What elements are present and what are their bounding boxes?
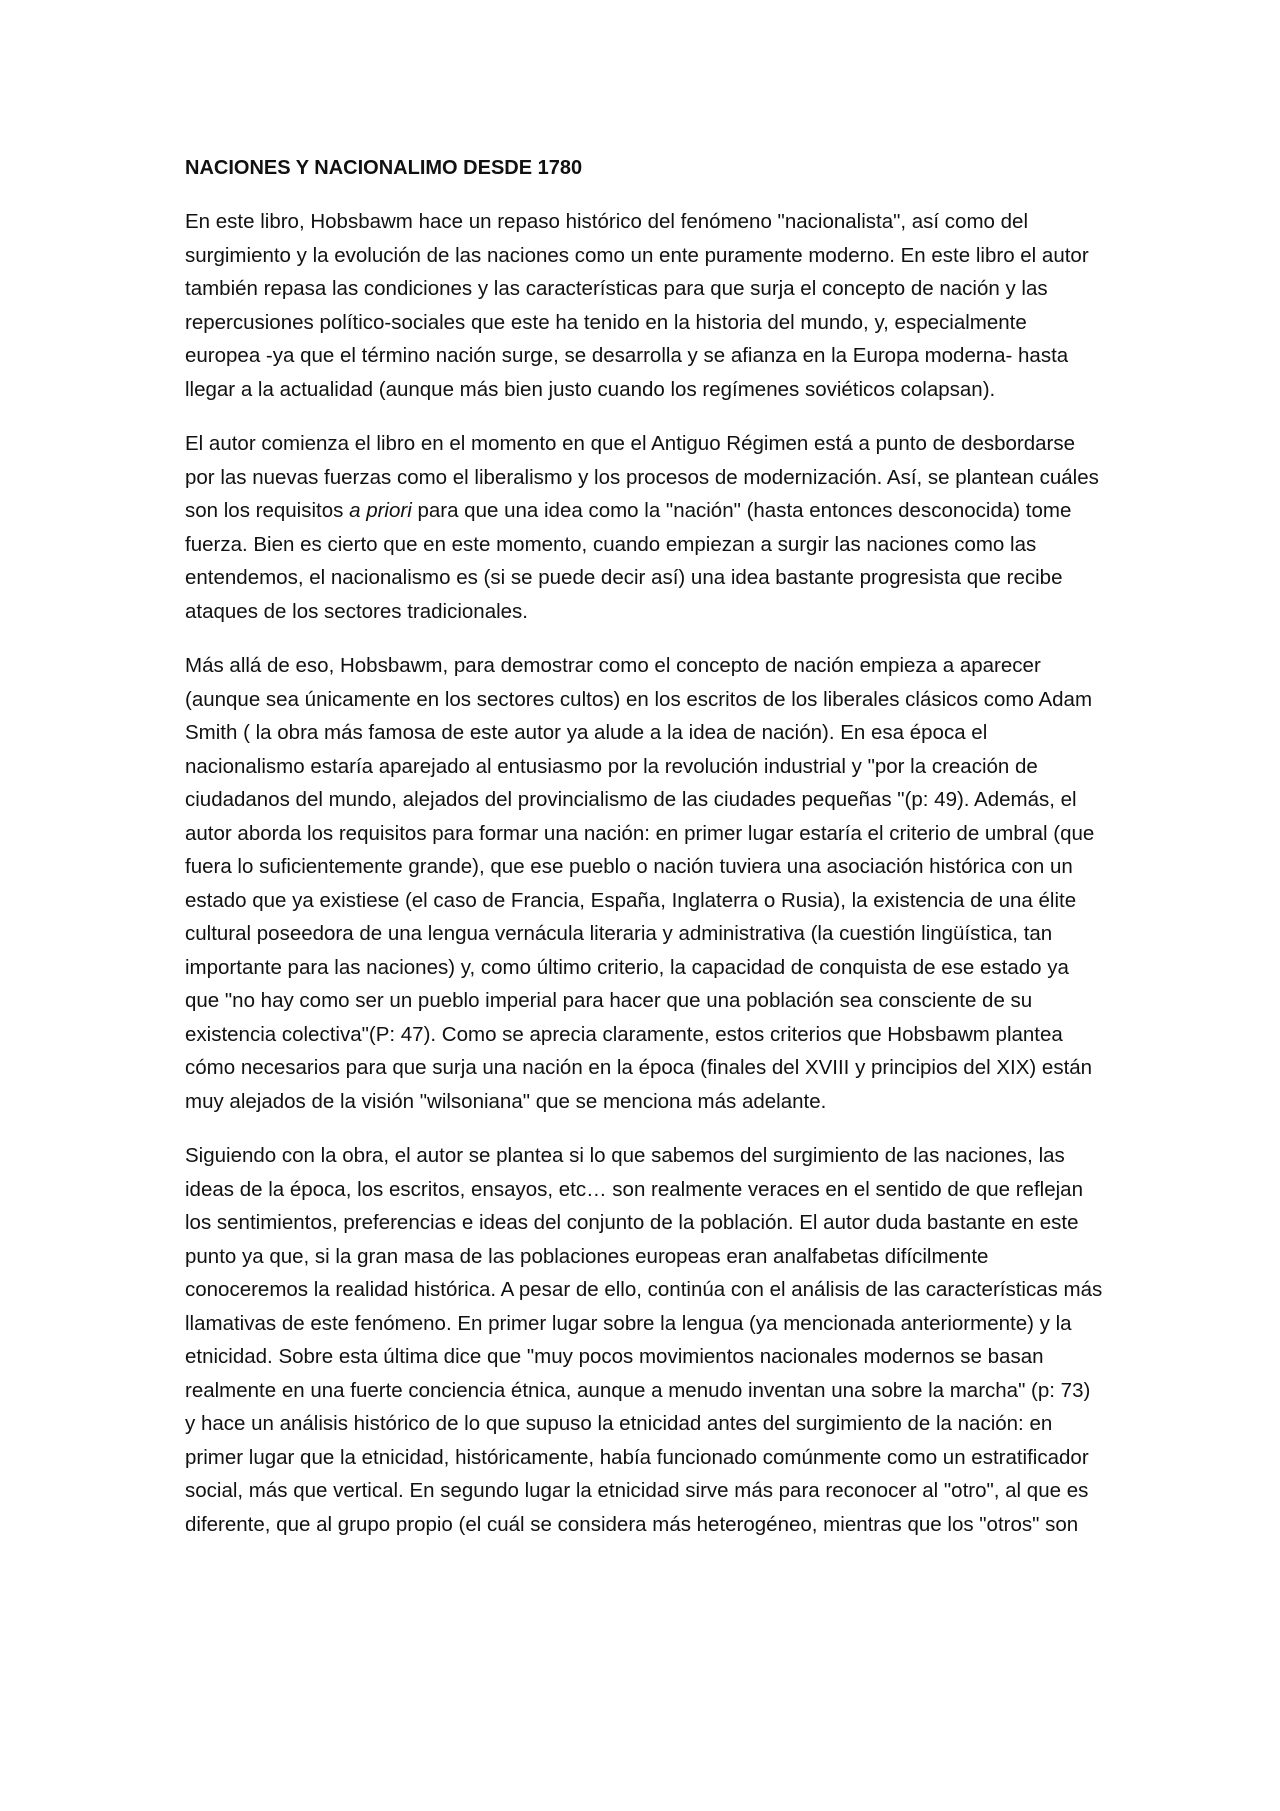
paragraph-2-after: para que una idea como la "nación" (hasta entonces desconocida) tome fuerza. Bien es cierto que en este momento, cuando empiezan a surgir las naciones como las entendemos, el nacionalismo es (si se puede decir así) una idea bastante progresista que recibe ataques de los sectores tradicionales. [185,499,1072,623]
document-body [185,152,1105,1562]
paragraph-2-italic: a priori [349,499,412,522]
paragraph-3: Más allá de eso, Hobsbawm, para demostrar como el concepto de nación empieza a aparecer (aunque sea únicamente en los sectores cultos) en los escritos de los liberales clásicos como Adam Smith ( la obra más famosa de este autor ya alude a la idea de nación). En esa época el nacionalismo estaría aparejado al entusiasmo por la revolución industrial y "por la creación de ciudadanos del mundo, alejados del provincialismo de las ciudades pequeñas "(p: 49). Además, el autor aborda los requisitos para formar una nación: en primer lugar estaría el criterio de umbral (que fuera lo suficientemente grande), que ese pueblo o nación tuviera una asociación histórica con un estado que ya existiese (el caso de Francia, España, Inglaterra o Rusia), la existencia de una élite cultural poseedora de una lengua vernácula literaria y administrativa (la cuestión lingüística, tan importante para las naciones) y, como último criterio, la capacidad de conquista de ese estado ya que "no hay como ser un pueblo imperial para hacer que una población sea consciente de su existencia colectiva"(P: 47). Como se aprecia claramente, estos criterios que Hobsbawm plantea cómo necesarios para que surja una nación en la época (finales del XVIII y principios del XIX) están muy alejados de la visión "wilsoniana" que se menciona más adelante. [185,654,1095,1113]
paragraph-2 [185,427,1105,628]
paragraph-1: En este libro, Hobsbawm hace un repaso histórico del fenómeno "nacionalista", así como del surgimiento y la evolución de las naciones como un ente puramente moderno. En este libro el autor también repasa las condiciones y las características para que surja el concepto de nación y las repercusiones político-sociales que este ha tenido en la historia del mundo, y, especialmente europea -ya que el término nación surge, se desarrolla y se afianza en la Europa moderna- hasta llegar a la actualidad (aunque más bien justo cuando los regímenes soviéticos colapsan). [185,210,1089,401]
paragraph-2-before: El autor comienza el libro en el momento en que el Antiguo Régimen está a punto de desbordarse por las nuevas fuerzas como el liberalismo y los procesos de modernización. Así, se plantean cuáles son los requisitos [185,432,1099,522]
document-title: NACIONES Y NACIONALIMO DESDE 1780 [185,157,583,179]
paragraph-4: Siguiendo con la obra, el autor se plantea si lo que sabemos del surgimiento de las naciones, las ideas de la época, los escritos, ensayos, etc… son realmente veraces en el sentido de que reflejan los sentimientos, preferencias e ideas del conjunto de la población. El autor duda bastante en este punto ya que, si la gran masa de las poblaciones europeas eran analfabetas difícilmente conoceremos la realidad histórica. A pesar de ello, continúa con el análisis de las características más llamativas de este fenómeno. En primer lugar sobre la lengua (ya mencionada anteriormente) y la etnicidad. Sobre esta última dice que "muy pocos movimientos nacionales modernos se basan realmente en una fuerte conciencia étnica, aunque a menudo inventan una sobre la marcha" (p: 73) y hace un análisis histórico de lo que supuso la etnicidad antes del surgimiento de la nación: en primer lugar que la etnicidad, históricamente, había funcionado comúnmente como un estratificador social, más que vertical. En segundo lugar la etnicidad sirve más para reconocer al "otro", al que es diferente, que al grupo propio (el cuál se considera más heterogéneo, mientras que los "otros" son [185,1144,1103,1536]
